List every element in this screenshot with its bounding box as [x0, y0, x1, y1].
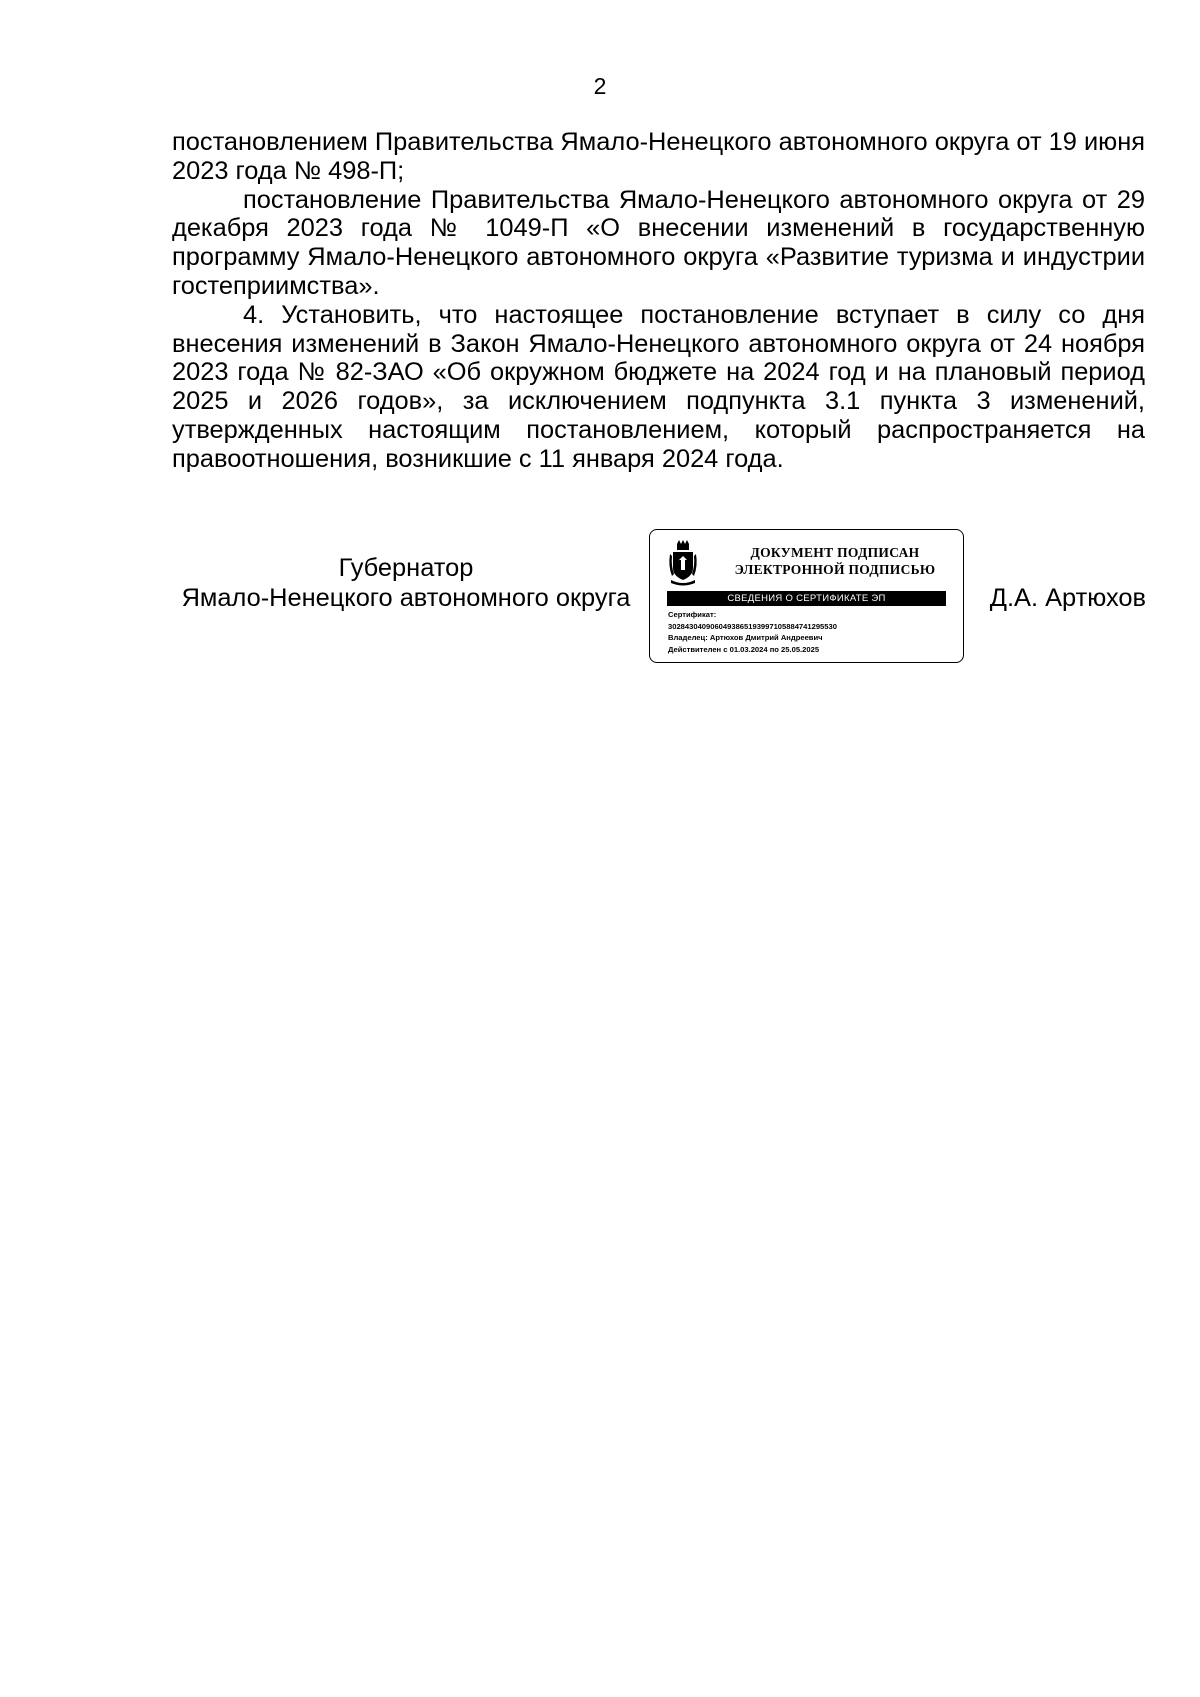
coat-of-arms-icon	[668, 540, 698, 586]
stamp-title-line1: ДОКУМЕНТ ПОДПИСАН	[750, 545, 920, 560]
certificate-info-bar: СВЕДЕНИЯ О СЕРТИФИКАТЕ ЭП	[667, 591, 946, 606]
stamp-title-line2: ЭЛЕКТРОННОЙ ПОДПИСЬЮ	[734, 562, 936, 577]
signatory-region: Ямало-Ненецкого автономного округа	[181, 584, 631, 612]
certificate-owner: Владелец: Артюхов Дмитрий Андреевич	[668, 633, 823, 642]
electronic-signature-stamp	[649, 529, 964, 663]
certificate-validity: Действителен с 01.03.2024 по 25.05.2025	[668, 644, 820, 654]
certificate-details	[668, 609, 953, 655]
paragraph-2: постановление Правительства Ямало-Ненецкого автономного округа от 29 декабря 2023 года № 1049-П «О внесении изменений в государственную программу Ямало-Ненецкого автономного округа «Развитие туризма и индустрии гостеприимства».	[172, 185, 1145, 300]
paragraph-3: 4. Установить, что настоящее постановление вступает в силу со дня внесения изменений в Закон Ямало-Ненецкого автономного округа от 24 ноября 2023 года № 82-ЗАО «Об окружном бюджете на 2024 год и на плановый период 2025 и 2026 годов», за исключением подпункта 3.1 пункта 3 изменений, утвержденных настоящим постановлением, который распространяется на правоотношения, возникшие с 11 января 2024 года.	[172, 300, 1145, 473]
signatory-position	[172, 553, 640, 613]
certificate-number: 3028430409060493865193997105884741295530	[668, 621, 837, 631]
certificate-label: Сертификат:	[668, 610, 717, 619]
signatory-name: Д.А. Артюхов	[989, 584, 1146, 612]
page-number: 2	[593, 73, 607, 99]
document-body	[172, 128, 1145, 474]
paragraph-1: постановлением Правительства Ямало-Ненецкого автономного округа от 19 июня 2023 года № 498-П;	[172, 128, 1145, 185]
stamp-title	[710, 544, 960, 578]
signatory-title: Губернатор	[338, 554, 474, 582]
